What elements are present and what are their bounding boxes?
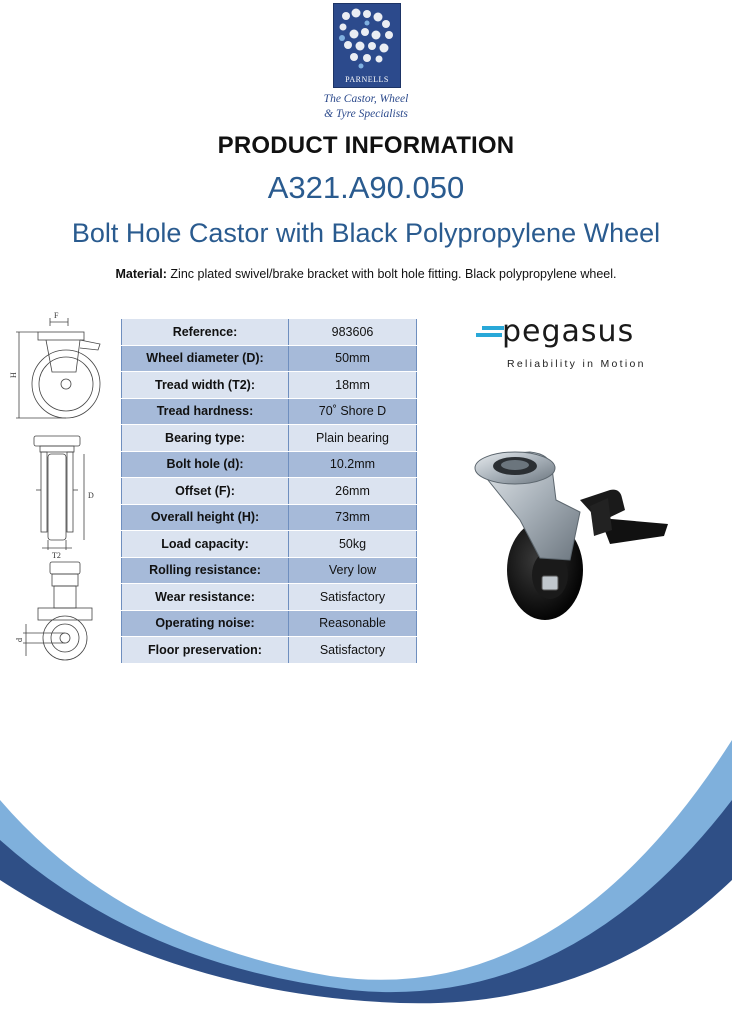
spec-label: Wheel diameter (D): bbox=[122, 345, 289, 372]
spec-label: Overall height (H): bbox=[122, 504, 289, 531]
spec-value: 73mm bbox=[289, 504, 417, 531]
spec-label: Tread hardness: bbox=[122, 398, 289, 425]
spec-value: 10.2mm bbox=[289, 451, 417, 478]
spec-row bbox=[122, 425, 417, 452]
spec-label: Operating noise: bbox=[122, 610, 289, 637]
pegasus-name: pegasus bbox=[502, 314, 635, 349]
pegasus-logo bbox=[472, 314, 652, 374]
spec-row bbox=[122, 610, 417, 637]
spec-label: Bearing type: bbox=[122, 425, 289, 452]
spec-value: 50mm bbox=[289, 345, 417, 372]
spec-row bbox=[122, 451, 417, 478]
spec-label: Floor preservation: bbox=[122, 637, 289, 664]
castor-product-image bbox=[460, 440, 680, 630]
spec-label: Load capacity: bbox=[122, 531, 289, 558]
spec-row bbox=[122, 531, 417, 558]
spec-row bbox=[122, 398, 417, 425]
spec-row bbox=[122, 637, 417, 664]
spec-value: Plain bearing bbox=[289, 425, 417, 452]
spec-row bbox=[122, 584, 417, 611]
label-d-lower: d bbox=[15, 638, 24, 642]
spec-value: 983606 bbox=[289, 319, 417, 346]
logo-name: PARNELLS bbox=[345, 75, 389, 84]
material-label: Material: bbox=[115, 267, 167, 281]
material-text: Zinc plated swivel/brake bracket with bolt hole fitting. Black polypropylene wheel. bbox=[170, 267, 617, 281]
spec-label: Rolling resistance: bbox=[122, 557, 289, 584]
spec-label: Reference: bbox=[122, 319, 289, 346]
parnells-logo bbox=[333, 3, 401, 88]
spec-label: Bolt hole (d): bbox=[122, 451, 289, 478]
spec-row bbox=[122, 372, 417, 399]
label-f: F bbox=[54, 312, 59, 320]
spec-value: 50kg bbox=[289, 531, 417, 558]
product-code: A321.A90.050 bbox=[267, 170, 465, 205]
label-t2: T2 bbox=[52, 551, 61, 560]
spec-row bbox=[122, 345, 417, 372]
spec-row bbox=[122, 319, 417, 346]
page-title: PRODUCT INFORMATION bbox=[217, 132, 515, 159]
tagline-line1: The Castor, Wheel bbox=[323, 93, 409, 105]
label-d-upper: D bbox=[88, 491, 94, 500]
pegasus-slogan: Reliability in Motion bbox=[507, 358, 646, 370]
material-line bbox=[0, 267, 732, 281]
spec-label: Tread width (T2): bbox=[122, 372, 289, 399]
spec-table bbox=[121, 318, 417, 664]
spec-value: Reasonable bbox=[289, 610, 417, 637]
spec-row bbox=[122, 504, 417, 531]
spec-label: Wear resistance: bbox=[122, 584, 289, 611]
spec-label: Offset (F): bbox=[122, 478, 289, 505]
label-h: H bbox=[9, 372, 18, 378]
spec-value: Very low bbox=[289, 557, 417, 584]
spec-row bbox=[122, 478, 417, 505]
spec-value: 26mm bbox=[289, 478, 417, 505]
bolt-hole-view-drawing bbox=[23, 562, 92, 660]
front-view-drawing bbox=[34, 436, 84, 550]
spec-value: Satisfactory bbox=[289, 584, 417, 611]
spec-row bbox=[122, 557, 417, 584]
logo-circles-icon bbox=[334, 4, 400, 74]
spec-value: 18mm bbox=[289, 372, 417, 399]
spec-value: 70˚ Shore D bbox=[289, 398, 417, 425]
spec-value: Satisfactory bbox=[289, 637, 417, 664]
decorative-swoosh bbox=[0, 730, 732, 1024]
tagline-line2: & Tyre Specialists bbox=[324, 108, 408, 120]
product-name: Bolt Hole Castor with Black Polypropylene Wheel bbox=[71, 218, 661, 248]
technical-drawings bbox=[8, 312, 106, 672]
side-view-drawing bbox=[16, 318, 100, 418]
